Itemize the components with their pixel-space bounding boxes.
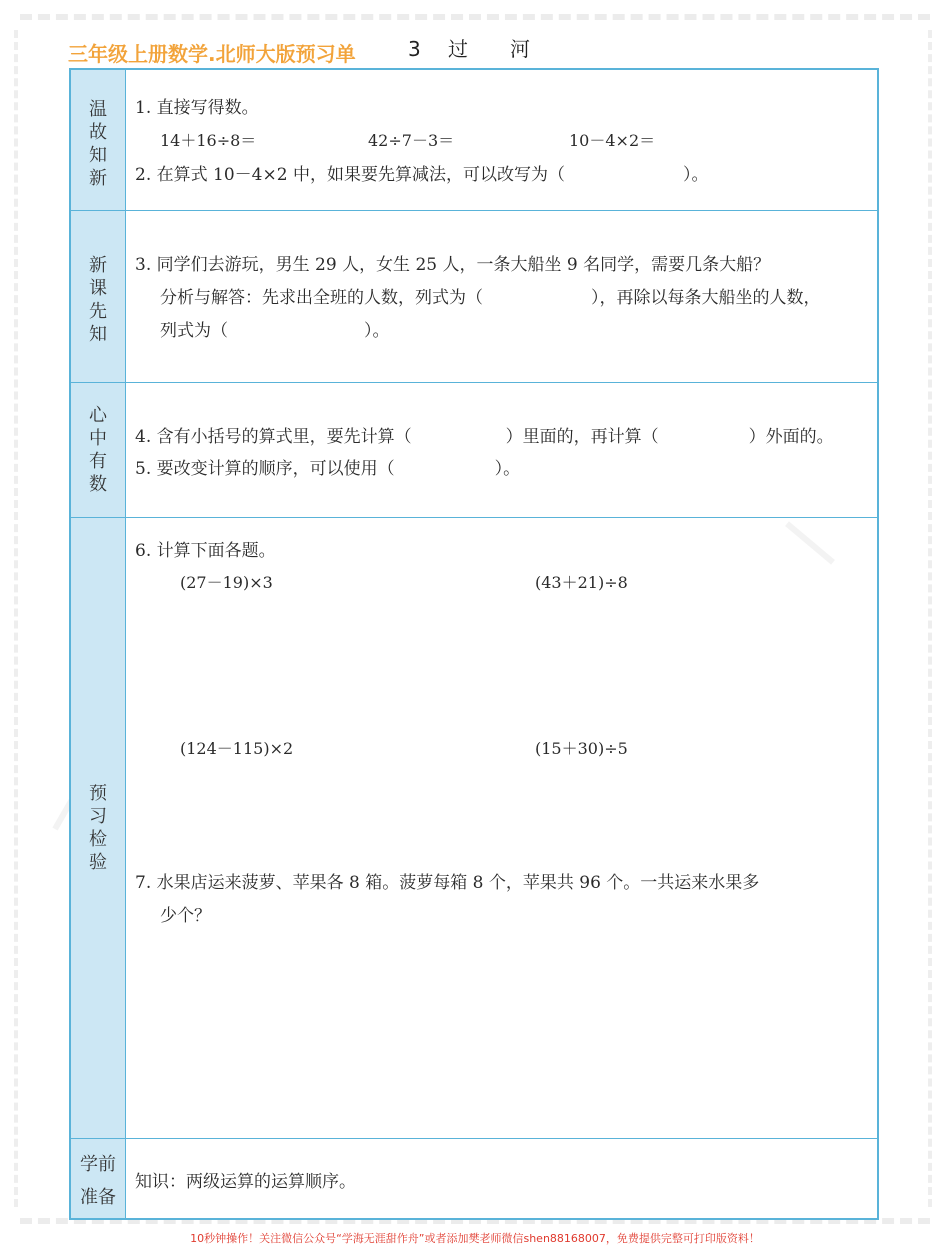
question-1-item: 42÷7－3＝	[368, 131, 455, 150]
lesson-title	[408, 33, 530, 62]
question-6-item: (43＋21)÷8	[535, 573, 628, 592]
question-1-item: 10－4×2＝	[569, 131, 656, 150]
worksheet-table	[69, 68, 879, 1220]
question-3-analysis-line-3: 列式为（ ）。	[160, 321, 390, 341]
question-6-item: (27－19)×3	[180, 573, 273, 592]
question-5: 5. 要改变计算的顺序，可以使用（ ）。	[135, 459, 521, 479]
label-new-lesson: 新 课 先 知	[89, 255, 107, 345]
series-title: 三年级上册数学.北师大版预习单	[68, 42, 356, 66]
section-divider	[71, 1138, 877, 1139]
lesson-title-char-1: 过	[448, 37, 468, 61]
question-6-title: 6. 计算下面各题。	[135, 541, 276, 561]
question-1-item: 14＋16÷8＝	[160, 131, 257, 150]
footer-promo: 10秒钟操作！关注微信公众号“学海无涯甜作舟”或者添加樊老师微信shen88168007，免费提供完整可打印版资料！	[190, 1232, 760, 1245]
question-6-item: (15＋30)÷5	[535, 739, 628, 758]
label-prep: 学前 准备	[80, 1154, 116, 1208]
question-6-item: (124－115)×2	[180, 739, 294, 758]
left-dashed-border	[14, 30, 18, 1207]
question-7: 7. 水果店运来菠萝、苹果各 8 箱。菠萝每箱 8 个，苹果共 96 个。一共运来水果多	[135, 873, 760, 893]
lesson-number: 3	[408, 37, 421, 61]
section-divider	[71, 210, 877, 211]
lesson-title-char-2: 河	[510, 37, 530, 61]
prep-knowledge: 知识：两级运算的运算顺序。	[135, 1172, 356, 1192]
section-divider	[71, 517, 877, 518]
section-label-column	[71, 70, 126, 1218]
question-4: 4. 含有小括号的算式里，要先计算（ ）里面的，再计算（ ）外面的。	[135, 427, 834, 447]
right-dashed-border	[928, 30, 932, 1207]
label-review: 温 故 知 新	[89, 99, 107, 189]
label-check: 预 习 检 验	[89, 783, 107, 873]
section-divider	[71, 382, 877, 383]
question-7-line-2: 少个？	[160, 906, 211, 926]
question-2: 2. 在算式 10－4×2 中，如果要先算减法，可以改写为（ ）。	[135, 165, 709, 185]
top-dashed-border	[20, 14, 930, 20]
question-1-title: 1. 直接写得数。	[135, 98, 259, 118]
question-3-analysis: 分析与解答：先求出全班的人数，列式为（ ），再除以每条大船坐的人数，	[160, 288, 821, 308]
question-3: 3. 同学们去游玩，男生 29 人，女生 25 人，一条大船坐 9 名同学，需要几条大船？	[135, 255, 771, 275]
label-in-mind: 心 中 有 数	[89, 405, 107, 495]
